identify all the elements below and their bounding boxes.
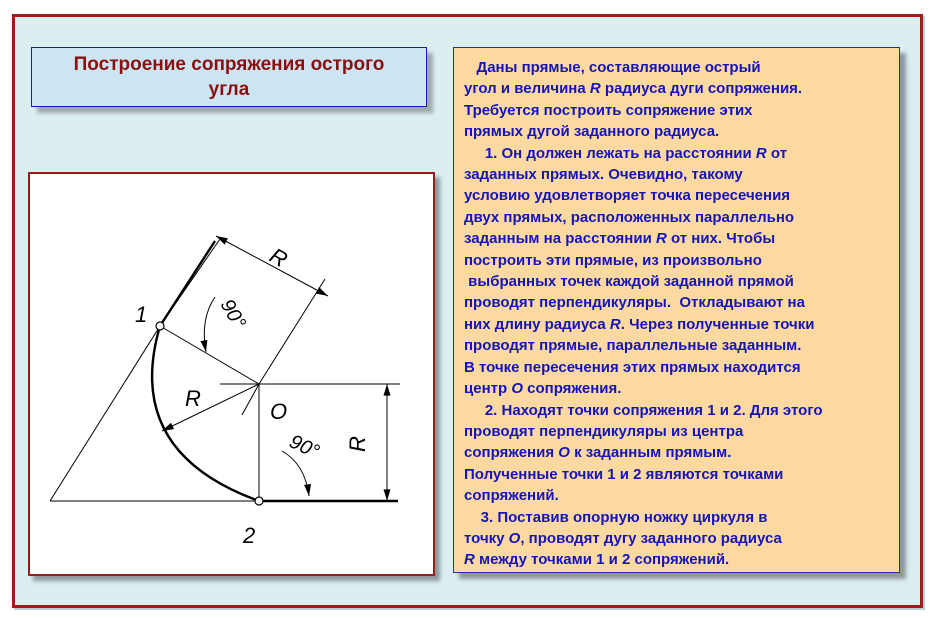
label-radius: R	[185, 386, 201, 411]
radius-line	[162, 384, 259, 431]
label-point-2: 2	[243, 523, 256, 548]
text-line: проводят прямые, параллельные заданным.	[464, 337, 802, 355]
page-title: Построение сопряжения острого угла	[73, 54, 385, 100]
text-line: заданных прямых. Очевидно, такому	[464, 166, 743, 184]
title-box	[31, 47, 427, 107]
parallel-line-slanted	[259, 279, 325, 384]
text-line: заданным на расстоянии R от них. Чтобы	[464, 230, 776, 248]
explanation-panel	[453, 47, 900, 573]
text-line: сопряжения O к заданным прямым.	[464, 444, 732, 462]
text-line: центр O сопряжения.	[464, 380, 622, 398]
label-r-right: R	[345, 436, 370, 452]
text-line: Полученные точки 1 и 2 являются точками	[464, 465, 784, 483]
angle-arc-top	[204, 297, 215, 352]
label-angle-top: 90°	[215, 295, 250, 333]
text-line: двух прямых, расположенных параллельно	[464, 208, 795, 226]
perpendicular-to-slant	[160, 326, 259, 384]
text-line: Даны прямые, составляющие острый	[464, 59, 761, 76]
symbol-o: O	[558, 444, 570, 462]
text-line: угол и величина R радиуса дуги сопряжения.	[464, 80, 803, 98]
label-point-1: 1	[135, 302, 148, 327]
symbol-r: R	[609, 315, 621, 333]
text-line: Требуется построить сопряжение этих	[464, 101, 753, 119]
text-line: проводят перпендикуляры. Откладывают на	[464, 294, 805, 312]
text-line: них длину радиуса R. Через полученные точки	[464, 315, 815, 333]
tangent-point-2	[255, 497, 263, 505]
symbol-o: O	[508, 529, 521, 547]
text-line: проводят перпендикуляры из центра	[464, 422, 744, 440]
text-line: построить эти прямые, из произвольно	[464, 251, 762, 269]
text-line: точку O, проводят дугу заданного радиуса	[464, 529, 782, 547]
symbol-r: R	[589, 80, 601, 98]
explanation-text	[464, 57, 899, 571]
text-line: R между точками 1 и 2 сопряжений.	[464, 551, 730, 569]
text-line: выбранных точек каждой заданной прямой	[464, 273, 794, 291]
text-line: 2. Находят точки сопряжения 1 и 2. Для этого	[464, 401, 823, 419]
symbol-o: O	[511, 380, 523, 398]
slanted-line-lower	[50, 326, 160, 501]
symbol-r: R	[464, 551, 475, 569]
text-line: 1. Он должен лежать на расстоянии R от	[464, 144, 788, 162]
text-line: сопряжений.	[464, 487, 559, 505]
text-line: В точке пересечения этих прямых находится	[464, 358, 801, 376]
label-r-top: R	[265, 242, 292, 273]
figure-panel	[28, 172, 435, 576]
text-line: 3. Поставив опорную ножку циркуля в	[464, 508, 768, 526]
slide	[12, 14, 923, 608]
text-line: условию удовлетворяет точка пересечения	[464, 187, 791, 205]
symbol-r: R	[655, 230, 667, 248]
label-angle-bottom: 90°	[285, 430, 323, 464]
text-line: прямых дугой заданного радиуса.	[464, 123, 720, 141]
symbol-r: R	[755, 144, 767, 162]
label-center: O	[270, 399, 288, 424]
tangent-point-1	[156, 322, 164, 330]
construction-diagram	[30, 174, 433, 574]
